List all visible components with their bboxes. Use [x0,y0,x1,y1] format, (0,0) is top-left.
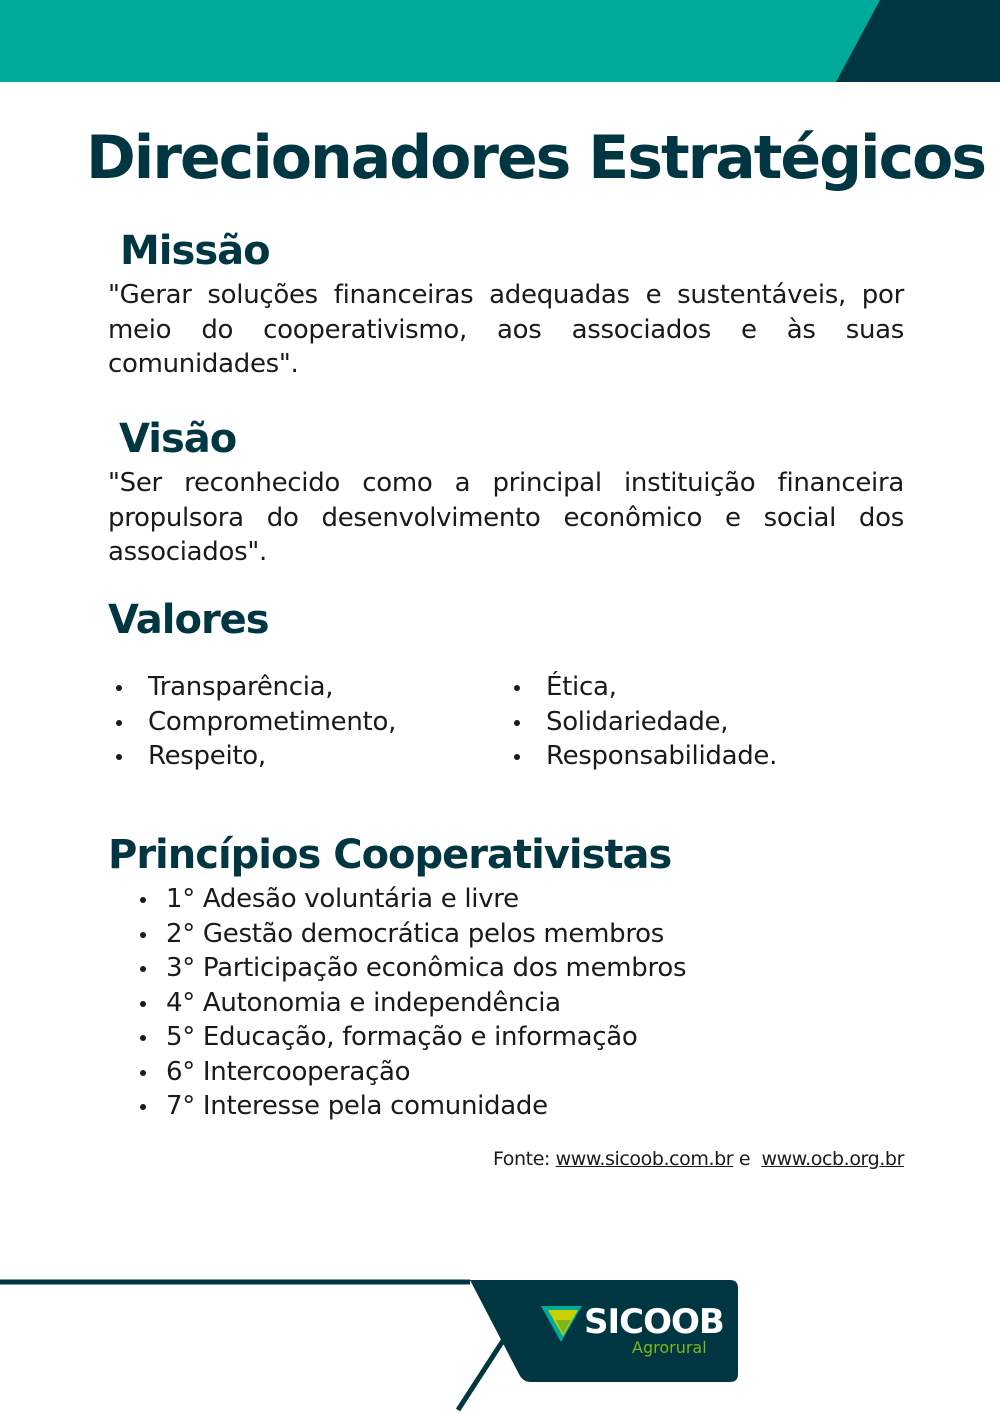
sicoob-link[interactable]: www.sicoob.com.br [555,1148,734,1170]
list-item: Solidariedade, [506,705,777,740]
missao-heading: Missão [120,228,270,274]
bullet-icon [116,754,122,760]
missao-text: "Gerar soluções financeiras adequadas e sustentáveis, por meio do cooperativismo, aos associados e às suas comunidades". [108,280,904,379]
bullet-icon [116,685,122,691]
list-item: 5° Educação, formação e informação [138,1020,686,1055]
footer-banner [0,1270,1000,1414]
list-item: Comprometimento, [108,705,396,740]
bullet-icon [140,1104,146,1110]
bullet-icon [514,720,520,726]
header-banner [0,0,1000,82]
valores-list-right [506,670,777,774]
list-item: Transparência, [108,670,396,705]
source-note: Fonte: www.sicoob.com.br e www.ocb.org.br [492,1148,904,1170]
bullet-icon [140,1070,146,1076]
list-item: Respeito, [108,739,396,774]
bullet-icon [116,720,122,726]
list-item: 7° Interesse pela comunidade [138,1089,686,1124]
list-item: 4° Autonomia e independência [138,986,686,1021]
bullet-icon [140,1035,146,1041]
bullet-icon [140,932,146,938]
list-item: 1° Adesão voluntária e livre [138,882,686,917]
bullet-icon [514,754,520,760]
principios-list [138,882,686,1124]
list-item: Responsabilidade. [506,739,777,774]
ocb-link[interactable]: www.ocb.org.br [761,1148,904,1170]
valores-heading: Valores [108,597,269,643]
list-item: Ética, [506,670,777,705]
list-item: 2° Gestão democrática pelos membros [138,917,686,952]
bullet-icon [514,685,520,691]
bullet-icon [140,966,146,972]
bullet-icon [140,1001,146,1007]
valores-list-left [108,670,396,774]
logo-name: SICOOB [584,1302,724,1342]
list-item: 6° Intercooperação [138,1055,686,1090]
list-item: 3° Participação econômica dos membros [138,951,686,986]
visao-heading: Visão [119,416,237,462]
bullet-icon [140,897,146,903]
logo-subtitle: Agrorural [632,1338,707,1357]
visao-text: "Ser reconhecido como a principal instituição financeira propulsora do desenvolvimento econômico e social dos associados". [108,468,904,567]
page-title: Direcionadores Estratégicos [86,123,986,193]
principios-heading: Princípios Cooperativistas [108,832,672,878]
